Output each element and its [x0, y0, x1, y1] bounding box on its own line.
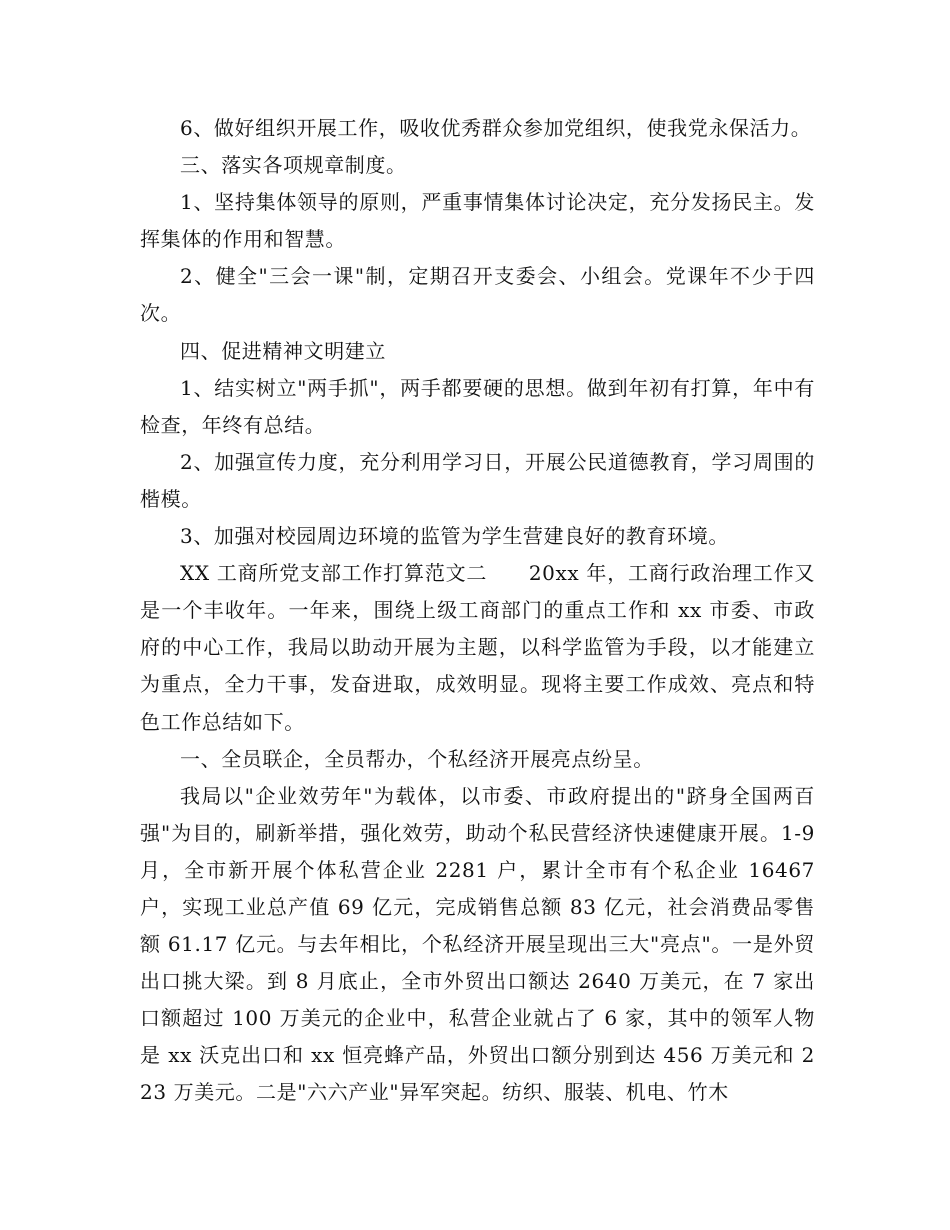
paragraph-economic-development: 我局以"企业效劳年"为载体，以市委、市政府提出的"跻身全国两百强"为目的，刷新举措，强化效劳，助动个私民营经济快速健康开展。1-9 月，全市新开展个体私营企业 2281 户，累计全市有个私企业 16467 户，实现工业总产值 69 亿元，完成销售总额 83 亿元，社会消费品零售额 61.17 亿元。与去年相比，个私经济开展呈现出三大"亮点"。一是外贸出口挑大梁。到 8 月底止，全市外贸出口额达 2640 万美元，在 7 家出口额超过 100 万美元的企业中，私营企业就占了 6 家，其中的领军人物是 xx 沃克出口和 xx 恒亮蜂产品，外贸出口额分别到达 456 万美元和 223 万美元。二是"六六产业"异军突起。纺织、服装、机电、竹木: [140, 783, 815, 1105]
section-heading-4: 四、促进精神文明建立: [180, 338, 386, 363]
document-page: [140, 110, 815, 1112]
section-heading-1: 一、全员联企，全员帮办，个私经济开展亮点纷呈。: [180, 746, 654, 771]
section-heading-3: 三、落实各项规章制度。: [180, 153, 407, 178]
paragraph-item-collective-leadership: 1、坚持集体领导的原则，严重事情集体讨论决定，充分发扬民主。发挥集体的作用和智慧。: [140, 190, 815, 252]
paragraph-item-campus-environment: 3、加强对校园周边环境的监管为学生营建良好的教育环境。: [180, 524, 729, 549]
paragraph-item-two-hands: 1、结实树立"两手抓"，两手都要硬的思想。做到年初有打算，年中有检查，年终有总结。: [140, 375, 815, 437]
paragraph-item-6: 6、做好组织开展工作，吸收优秀群众参加党组织，使我党永保活力。: [180, 116, 812, 140]
paragraph-item-publicity: 2、加强宣传力度，充分利用学习日，开展公民道德教育，学习周围的楷模。: [140, 449, 815, 511]
paragraph-item-three-meetings: 2、健全"三会一课"制，定期召开支委会、小组会。党课年不少于四次。: [140, 264, 815, 326]
paragraph-sample-two-intro: XX 工商所党支部工作打算范文二 20xx 年，工商行政治理工作又是一个丰收年。一年来，围绕上级工商部门的重点工作和 xx 市委、市政府的中心工作，我局以助动开展为主题，以科学监管为手段，以才能建立为重点，全力干事，发奋进取，成效明显。现将主要工作成效、亮点和特色工作总结如下。: [140, 561, 815, 734]
